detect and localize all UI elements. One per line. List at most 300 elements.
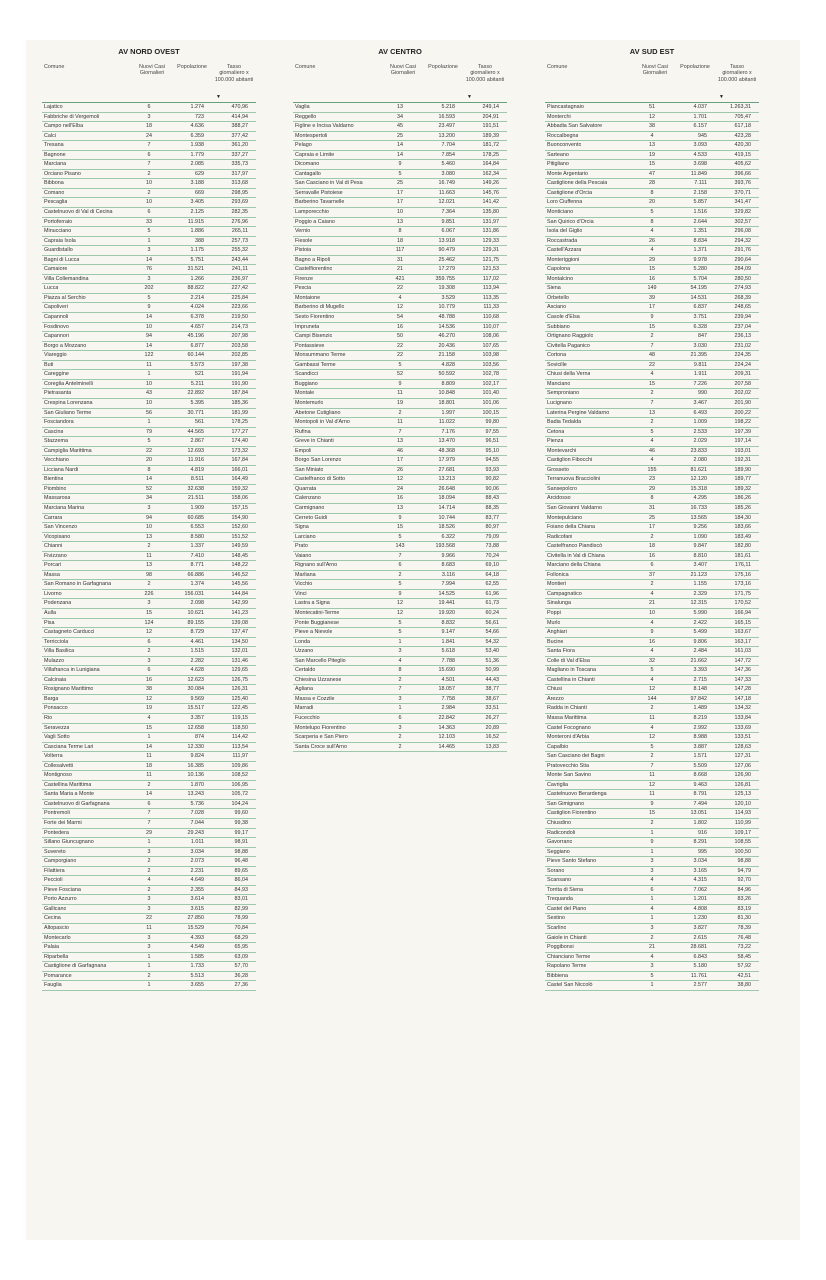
table-body: [545, 103, 759, 991]
cell-comune: Fucecchio: [295, 715, 320, 721]
cell-tasso: 125,40: [231, 695, 248, 702]
cell-tasso: 191,90: [231, 380, 248, 387]
cell-comune: Carrara: [44, 514, 63, 521]
cell-nuovi-casi: 76: [146, 266, 152, 273]
cell-tasso: 44,43: [485, 676, 499, 683]
cell-tasso: 107,65: [482, 342, 499, 349]
cell-nuovi-casi: 16: [649, 638, 655, 645]
col-nuovi-casi[interactable]: Nuovi Casi Giornalieri: [641, 64, 669, 77]
table-row: [42, 972, 256, 982]
table-row: [293, 294, 507, 304]
cell-tasso: 102,17: [482, 380, 499, 387]
cell-comune: Calcinaia: [44, 676, 67, 683]
cell-popolazione: 12.693: [187, 447, 204, 454]
cell-nuovi-casi: 12: [649, 781, 655, 788]
cell-comune: Castelfranco Piandiscò: [547, 543, 603, 550]
cell-tasso: 84,93: [234, 886, 248, 893]
cell-nuovi-casi: 38: [649, 123, 655, 130]
cell-comune: Colle di Val d'Elsa: [547, 657, 590, 664]
cell-tasso: 114,93: [734, 810, 751, 817]
table-row: [545, 275, 759, 285]
cell-tasso: 100,50: [734, 848, 751, 855]
cell-comune: Grosseto: [547, 466, 569, 473]
table-body: [293, 103, 507, 752]
cell-popolazione: 12.120: [690, 476, 707, 483]
cell-comune: Castel Focognano: [547, 724, 591, 731]
cell-nuovi-casi: 2: [650, 934, 654, 941]
cell-tasso: 241,11: [231, 266, 248, 273]
cell-comune: Viareggio: [44, 352, 67, 359]
cell-popolazione: 4.808: [693, 905, 707, 912]
cell-tasso: 78,99: [234, 915, 248, 922]
cell-nuovi-casi: 4: [650, 877, 654, 884]
cell-tasso: 113,35: [482, 294, 499, 301]
cell-comune: Cecina: [44, 915, 61, 922]
cell-tasso: 141,23: [231, 609, 248, 616]
cell-popolazione: 2.098: [190, 600, 204, 607]
cell-comune: Fosdinovo: [44, 323, 69, 330]
table-row: [293, 695, 507, 705]
cell-comune: Cetona: [547, 428, 565, 435]
cell-popolazione: 2.231: [190, 867, 204, 874]
cell-popolazione: 13.200: [438, 132, 455, 139]
cell-popolazione: 1.571: [693, 753, 707, 760]
cell-tasso: 101,40: [482, 390, 499, 397]
cell-popolazione: 9.978: [693, 256, 707, 263]
cell-popolazione: 15.690: [438, 667, 455, 674]
cell-comune: Monte Argentario: [547, 170, 589, 177]
cell-tasso: 27,36: [234, 982, 248, 989]
col-tasso[interactable]: Tasso giornaliero x 100.000 abitanti: [214, 64, 254, 83]
cell-nuovi-casi: 226: [144, 590, 154, 597]
cell-comune: Crespina Lorenzana: [44, 399, 93, 406]
cell-popolazione: 3.080: [441, 170, 455, 177]
cell-comune: Castelnuovo di Garfagnana: [44, 800, 110, 807]
table-row: [42, 542, 256, 552]
cell-nuovi-casi: 11: [146, 552, 152, 559]
cell-nuovi-casi: 25: [397, 132, 403, 139]
cell-nuovi-casi: 6: [650, 562, 654, 569]
cell-popolazione: 21.123: [690, 571, 707, 578]
cell-comune: Bientina: [44, 476, 64, 483]
cell-tasso: 16,52: [485, 734, 499, 741]
table-row: [545, 943, 759, 953]
table-row: [545, 399, 759, 409]
table-row: [293, 628, 507, 638]
cell-tasso: 163,67: [734, 629, 751, 636]
cell-tasso: 92,70: [737, 877, 751, 884]
col-nuovi-casi[interactable]: Nuovi Casi Giornalieri: [138, 64, 166, 77]
cell-tasso: 90,82: [485, 476, 499, 483]
cell-tasso: 317,97: [231, 170, 248, 177]
cell-popolazione: 5.857: [693, 199, 707, 206]
cell-comune: Castelfiorentino: [295, 266, 333, 273]
cell-popolazione: 5.704: [693, 275, 707, 282]
cell-comune: Gambassi Terme: [295, 361, 336, 368]
table-row: [293, 714, 507, 724]
cell-popolazione: 6.837: [693, 304, 707, 311]
cell-nuovi-casi: 29: [146, 829, 152, 836]
cell-comune: Montale: [295, 390, 315, 397]
cell-comune: Poggibonsi: [547, 944, 574, 951]
cell-nuovi-casi: 2: [398, 571, 402, 578]
cell-nuovi-casi: 4: [650, 457, 654, 464]
cell-popolazione: 6.378: [190, 314, 204, 321]
cell-tasso: 133,51: [734, 734, 751, 741]
cell-tasso: 231,02: [734, 342, 751, 349]
cell-tasso: 50,99: [485, 667, 499, 674]
cell-comune: Pomarance: [44, 972, 72, 979]
col-popolazione[interactable]: Popolazione: [177, 64, 207, 70]
cell-comune: Chiusi della Verna: [547, 371, 591, 378]
cell-nuovi-casi: 17: [649, 524, 655, 531]
cell-nuovi-casi: 46: [397, 447, 403, 454]
cell-comune: Loro Ciuffenna: [547, 199, 583, 206]
cell-tasso: 274,93: [734, 285, 751, 292]
sort-desc-icon[interactable]: ▼: [719, 94, 724, 100]
cell-comune: Lucca: [44, 285, 59, 292]
cell-comune: Livorno: [44, 590, 62, 597]
cell-comune: Firenze: [295, 275, 313, 282]
cell-popolazione: 16.593: [438, 113, 455, 120]
cell-comune: Anghiari: [547, 629, 567, 636]
table-row: [42, 514, 256, 524]
cell-popolazione: 2.577: [693, 982, 707, 989]
cell-tasso: 165,15: [734, 619, 751, 626]
cell-tasso: 38,80: [737, 982, 751, 989]
cell-popolazione: 8.291: [693, 839, 707, 846]
cell-comune: Montecatini-Terme: [295, 609, 340, 616]
cell-comune: Borgo a Mozzano: [44, 342, 87, 349]
cell-comune: Collesalvetti: [44, 762, 74, 769]
cell-tasso: 178,25: [231, 419, 248, 426]
table-row: [545, 552, 759, 562]
cell-comune: Cavriglia: [547, 781, 568, 788]
cell-tasso: 182,80: [734, 543, 751, 550]
cell-nuovi-casi: 2: [650, 581, 654, 588]
cell-comune: Chianciano Terme: [547, 953, 591, 960]
table-row: [42, 256, 256, 266]
cell-tasso: 98,91: [234, 839, 248, 846]
cell-nuovi-casi: 7: [650, 399, 654, 406]
report-sheet: [26, 40, 800, 1240]
cell-popolazione: 2.158: [693, 189, 707, 196]
cell-popolazione: 5.736: [190, 800, 204, 807]
cell-tasso: 57,70: [234, 963, 248, 970]
cell-tasso: 225,84: [231, 294, 248, 301]
table-row: [293, 122, 507, 132]
cell-tasso: 175,16: [734, 571, 751, 578]
cell-nuovi-casi: 14: [397, 151, 403, 158]
cell-nuovi-casi: 7: [398, 552, 402, 559]
col-popolazione[interactable]: Popolazione: [680, 64, 710, 70]
cell-popolazione: 16.385: [187, 762, 204, 769]
table-row: [545, 876, 759, 886]
cell-popolazione: 7.788: [441, 657, 455, 664]
cell-nuovi-casi: 2: [147, 543, 151, 550]
cell-comune: Castellina Marittima: [44, 781, 92, 788]
cell-comune: Monticiano: [547, 209, 574, 216]
cell-comune: Montepulciano: [547, 514, 583, 521]
cell-nuovi-casi: 1: [650, 982, 654, 989]
cell-tasso: 341,47: [734, 199, 751, 206]
cell-popolazione: 1.274: [190, 104, 204, 110]
cell-nuovi-casi: 13: [649, 142, 655, 149]
cell-popolazione: 9.966: [441, 552, 455, 559]
table-row: [42, 151, 256, 161]
cell-comune: Seggiano: [547, 848, 570, 855]
cell-comune: Semproniano: [547, 390, 580, 397]
cell-popolazione: 10.779: [438, 304, 455, 311]
cell-popolazione: 2.214: [190, 294, 204, 301]
cell-tasso: 203,58: [231, 342, 248, 349]
cell-nuovi-casi: 22: [397, 352, 403, 359]
table-row: [293, 504, 507, 514]
cell-nuovi-casi: 48: [649, 352, 655, 359]
cell-comune: Montignoso: [44, 772, 72, 779]
cell-nuovi-casi: 7: [650, 342, 654, 349]
cell-comune: Guardistallo: [44, 247, 73, 254]
cell-nuovi-casi: 12: [397, 476, 403, 483]
cell-popolazione: 44.565: [187, 428, 204, 435]
table-row: [293, 733, 507, 743]
col-tasso[interactable]: Tasso giornaliero x 100.000 abitanti: [465, 64, 505, 83]
table-row: [42, 361, 256, 371]
table-row: [42, 370, 256, 380]
table-row: [42, 132, 256, 142]
cell-comune: Dicomano: [295, 161, 320, 168]
table-row: [42, 284, 256, 294]
cell-nuovi-casi: 13: [397, 104, 403, 110]
cell-comune: Castelnuovo di Val di Cecina: [44, 209, 113, 216]
table-row: [293, 103, 507, 113]
cell-popolazione: 11.915: [187, 218, 204, 225]
table-row: [293, 523, 507, 533]
cell-tasso: 149,59: [231, 543, 248, 550]
cell-popolazione: 2.715: [693, 676, 707, 683]
cell-tasso: 223,66: [231, 304, 248, 311]
cell-popolazione: 11.022: [438, 419, 455, 426]
cell-nuovi-casi: 9: [650, 839, 654, 846]
cell-comune: Civitella Paganico: [547, 342, 590, 349]
cell-tasso: 111,33: [483, 304, 499, 311]
table-row: [545, 160, 759, 170]
cell-popolazione: 8.809: [441, 380, 455, 387]
cell-popolazione: 27.850: [187, 915, 204, 922]
cell-nuovi-casi: 12: [649, 686, 655, 693]
cell-comune: Cantagallo: [295, 170, 321, 177]
cell-comune: Pienza: [547, 438, 564, 445]
table-row: [293, 246, 507, 256]
cell-comune: Porto Azzurro: [44, 896, 77, 903]
cell-nuovi-casi: 1: [650, 848, 654, 855]
cell-tasso: 120,10: [734, 800, 751, 807]
table-row: [42, 695, 256, 705]
cell-popolazione: 3.357: [190, 715, 204, 721]
cell-popolazione: 21.662: [690, 657, 707, 664]
col-tasso[interactable]: Tasso giornaliero x 100.000 abitanti: [717, 64, 757, 83]
table-row: [545, 141, 759, 151]
cell-comune: Marciana Marina: [44, 504, 85, 511]
cell-tasso: 90,06: [485, 485, 499, 492]
cell-tasso: 83,26: [737, 896, 751, 903]
cell-comune: Monteriggioni: [547, 256, 580, 263]
cell-popolazione: 4.649: [190, 877, 204, 884]
cell-nuovi-casi: 39: [649, 294, 655, 301]
cell-popolazione: 23.497: [438, 123, 455, 130]
cell-tasso: 70,24: [485, 552, 499, 559]
cell-tasso: 113,94: [482, 285, 499, 292]
col-nuovi-casi[interactable]: Nuovi Casi Giornalieri: [389, 64, 417, 77]
cell-nuovi-casi: 2: [147, 886, 151, 893]
cell-tasso: 101,06: [482, 399, 499, 406]
cell-popolazione: 5.460: [441, 161, 455, 168]
cell-comune: Lajatico: [44, 104, 63, 110]
cell-popolazione: 2.329: [693, 590, 707, 597]
cell-tasso: 128,63: [734, 743, 751, 750]
cell-comune: Camporgiano: [44, 858, 77, 865]
cell-nuovi-casi: 7: [147, 142, 151, 149]
table-row: [545, 533, 759, 543]
cell-popolazione: 21.395: [690, 352, 707, 359]
cell-nuovi-casi: 52: [397, 371, 403, 378]
cell-comune: Impruneta: [295, 323, 320, 330]
cell-comune: Pontedera: [44, 829, 69, 836]
cell-nuovi-casi: 10: [649, 609, 655, 616]
table-row: [293, 284, 507, 294]
cell-popolazione: 18.094: [438, 495, 455, 502]
cell-nuovi-casi: 9: [650, 800, 654, 807]
cell-comune: Coreglia Antelminelli: [44, 380, 93, 387]
cell-popolazione: 15.318: [690, 485, 707, 492]
table-row: [545, 867, 759, 877]
table-row: [545, 466, 759, 476]
cell-nuovi-casi: 5: [650, 209, 654, 216]
cell-popolazione: 5.751: [190, 256, 204, 263]
col-popolazione[interactable]: Popolazione: [428, 64, 458, 70]
cell-nuovi-casi: 10: [146, 323, 152, 330]
cell-tasso: 189,90: [734, 466, 751, 473]
cell-popolazione: 521: [195, 371, 204, 378]
cell-tasso: 396,66: [734, 170, 751, 177]
cell-comune: Agliana: [295, 686, 313, 693]
cell-popolazione: 4.657: [190, 323, 204, 330]
table-row: [293, 685, 507, 695]
cell-tasso: 51,36: [485, 657, 499, 664]
table-row: [42, 494, 256, 504]
col-comune[interactable]: Comune: [547, 64, 568, 70]
cell-comune: Fosciandora: [44, 419, 74, 426]
sort-desc-icon[interactable]: ▼: [467, 94, 472, 100]
cell-nuovi-casi: 45: [397, 123, 403, 130]
cell-nuovi-casi: 4: [147, 715, 151, 721]
cell-comune: Certaldo: [295, 667, 316, 674]
cell-nuovi-casi: 11: [146, 753, 152, 760]
cell-tasso: 146,52: [231, 571, 248, 578]
col-comune[interactable]: Comune: [44, 64, 65, 70]
cell-popolazione: 14.465: [438, 743, 455, 750]
cell-nuovi-casi: 46: [649, 447, 655, 454]
cell-tasso: 298,95: [231, 189, 248, 196]
table-row: [545, 351, 759, 361]
table-row: [293, 580, 507, 590]
sort-desc-icon[interactable]: ▼: [216, 94, 221, 100]
cell-comune: Massa: [44, 571, 60, 578]
cell-popolazione: 916: [698, 829, 707, 836]
cell-nuovi-casi: 15: [649, 266, 655, 273]
cell-comune: Castelfranco di Sotto: [295, 476, 346, 483]
cell-tasso: 78,39: [737, 925, 751, 932]
cell-tasso: 158,06: [231, 495, 248, 502]
cell-nuovi-casi: 17: [649, 304, 655, 311]
cell-comune: Cascina: [44, 428, 64, 435]
cell-nuovi-casi: 94: [146, 333, 152, 340]
table-row: [42, 380, 256, 390]
table-row: [545, 428, 759, 438]
col-comune[interactable]: Comune: [295, 64, 316, 70]
cell-popolazione: 13.470: [438, 438, 455, 445]
cell-nuovi-casi: 98: [146, 571, 152, 578]
cell-nuovi-casi: 4: [650, 676, 654, 683]
cell-tasso: 122,45: [231, 705, 248, 712]
cell-nuovi-casi: 117: [395, 247, 405, 254]
cell-comune: Scansano: [547, 877, 571, 884]
cell-nuovi-casi: 19: [649, 151, 655, 158]
table-row: [545, 198, 759, 208]
cell-tasso: 209,31: [734, 371, 751, 378]
table-row: [545, 284, 759, 294]
cell-comune: Palaia: [44, 944, 59, 951]
cell-comune: Rio: [44, 715, 53, 721]
cell-tasso: 361,20: [231, 142, 248, 149]
table-row: [293, 160, 507, 170]
cell-popolazione: 1.011: [190, 839, 204, 846]
cell-tasso: 174,40: [231, 438, 248, 445]
cell-comune: San Giovanni Valdarno: [547, 504, 603, 511]
table-row: [293, 275, 507, 285]
cell-tasso: 129,31: [482, 247, 499, 254]
cell-tasso: 145,56: [231, 581, 248, 588]
cell-nuovi-casi: 4: [650, 648, 654, 655]
area-centro: [293, 40, 507, 752]
cell-popolazione: 2.125: [190, 209, 204, 216]
cell-popolazione: 629: [195, 170, 204, 177]
cell-popolazione: 5.180: [693, 963, 707, 970]
table-row: [545, 437, 759, 447]
cell-popolazione: 3.614: [190, 896, 204, 903]
cell-comune: Londa: [295, 638, 310, 645]
cell-popolazione: 11.761: [690, 972, 707, 979]
table-row: [293, 619, 507, 629]
cell-popolazione: 4.024: [190, 304, 204, 311]
cell-popolazione: 8.148: [693, 686, 707, 693]
cell-popolazione: 5.280: [693, 266, 707, 273]
cell-comune: Monsummano Terme: [295, 352, 346, 359]
cell-popolazione: 7.994: [441, 581, 455, 588]
cell-tasso: 183,49: [734, 533, 751, 540]
cell-popolazione: 90.479: [438, 247, 455, 254]
cell-nuovi-casi: 17: [397, 199, 403, 206]
cell-nuovi-casi: 2: [147, 781, 151, 788]
cell-nuovi-casi: 29: [649, 485, 655, 492]
cell-comune: Montevarchi: [547, 447, 577, 454]
table-row: [42, 294, 256, 304]
cell-popolazione: 6.157: [693, 123, 707, 130]
cell-popolazione: 60.144: [187, 352, 204, 359]
cell-nuovi-casi: 10: [146, 524, 152, 531]
cell-popolazione: 6.328: [693, 323, 707, 330]
cell-comune: San Casciano dei Bagni: [547, 753, 605, 760]
